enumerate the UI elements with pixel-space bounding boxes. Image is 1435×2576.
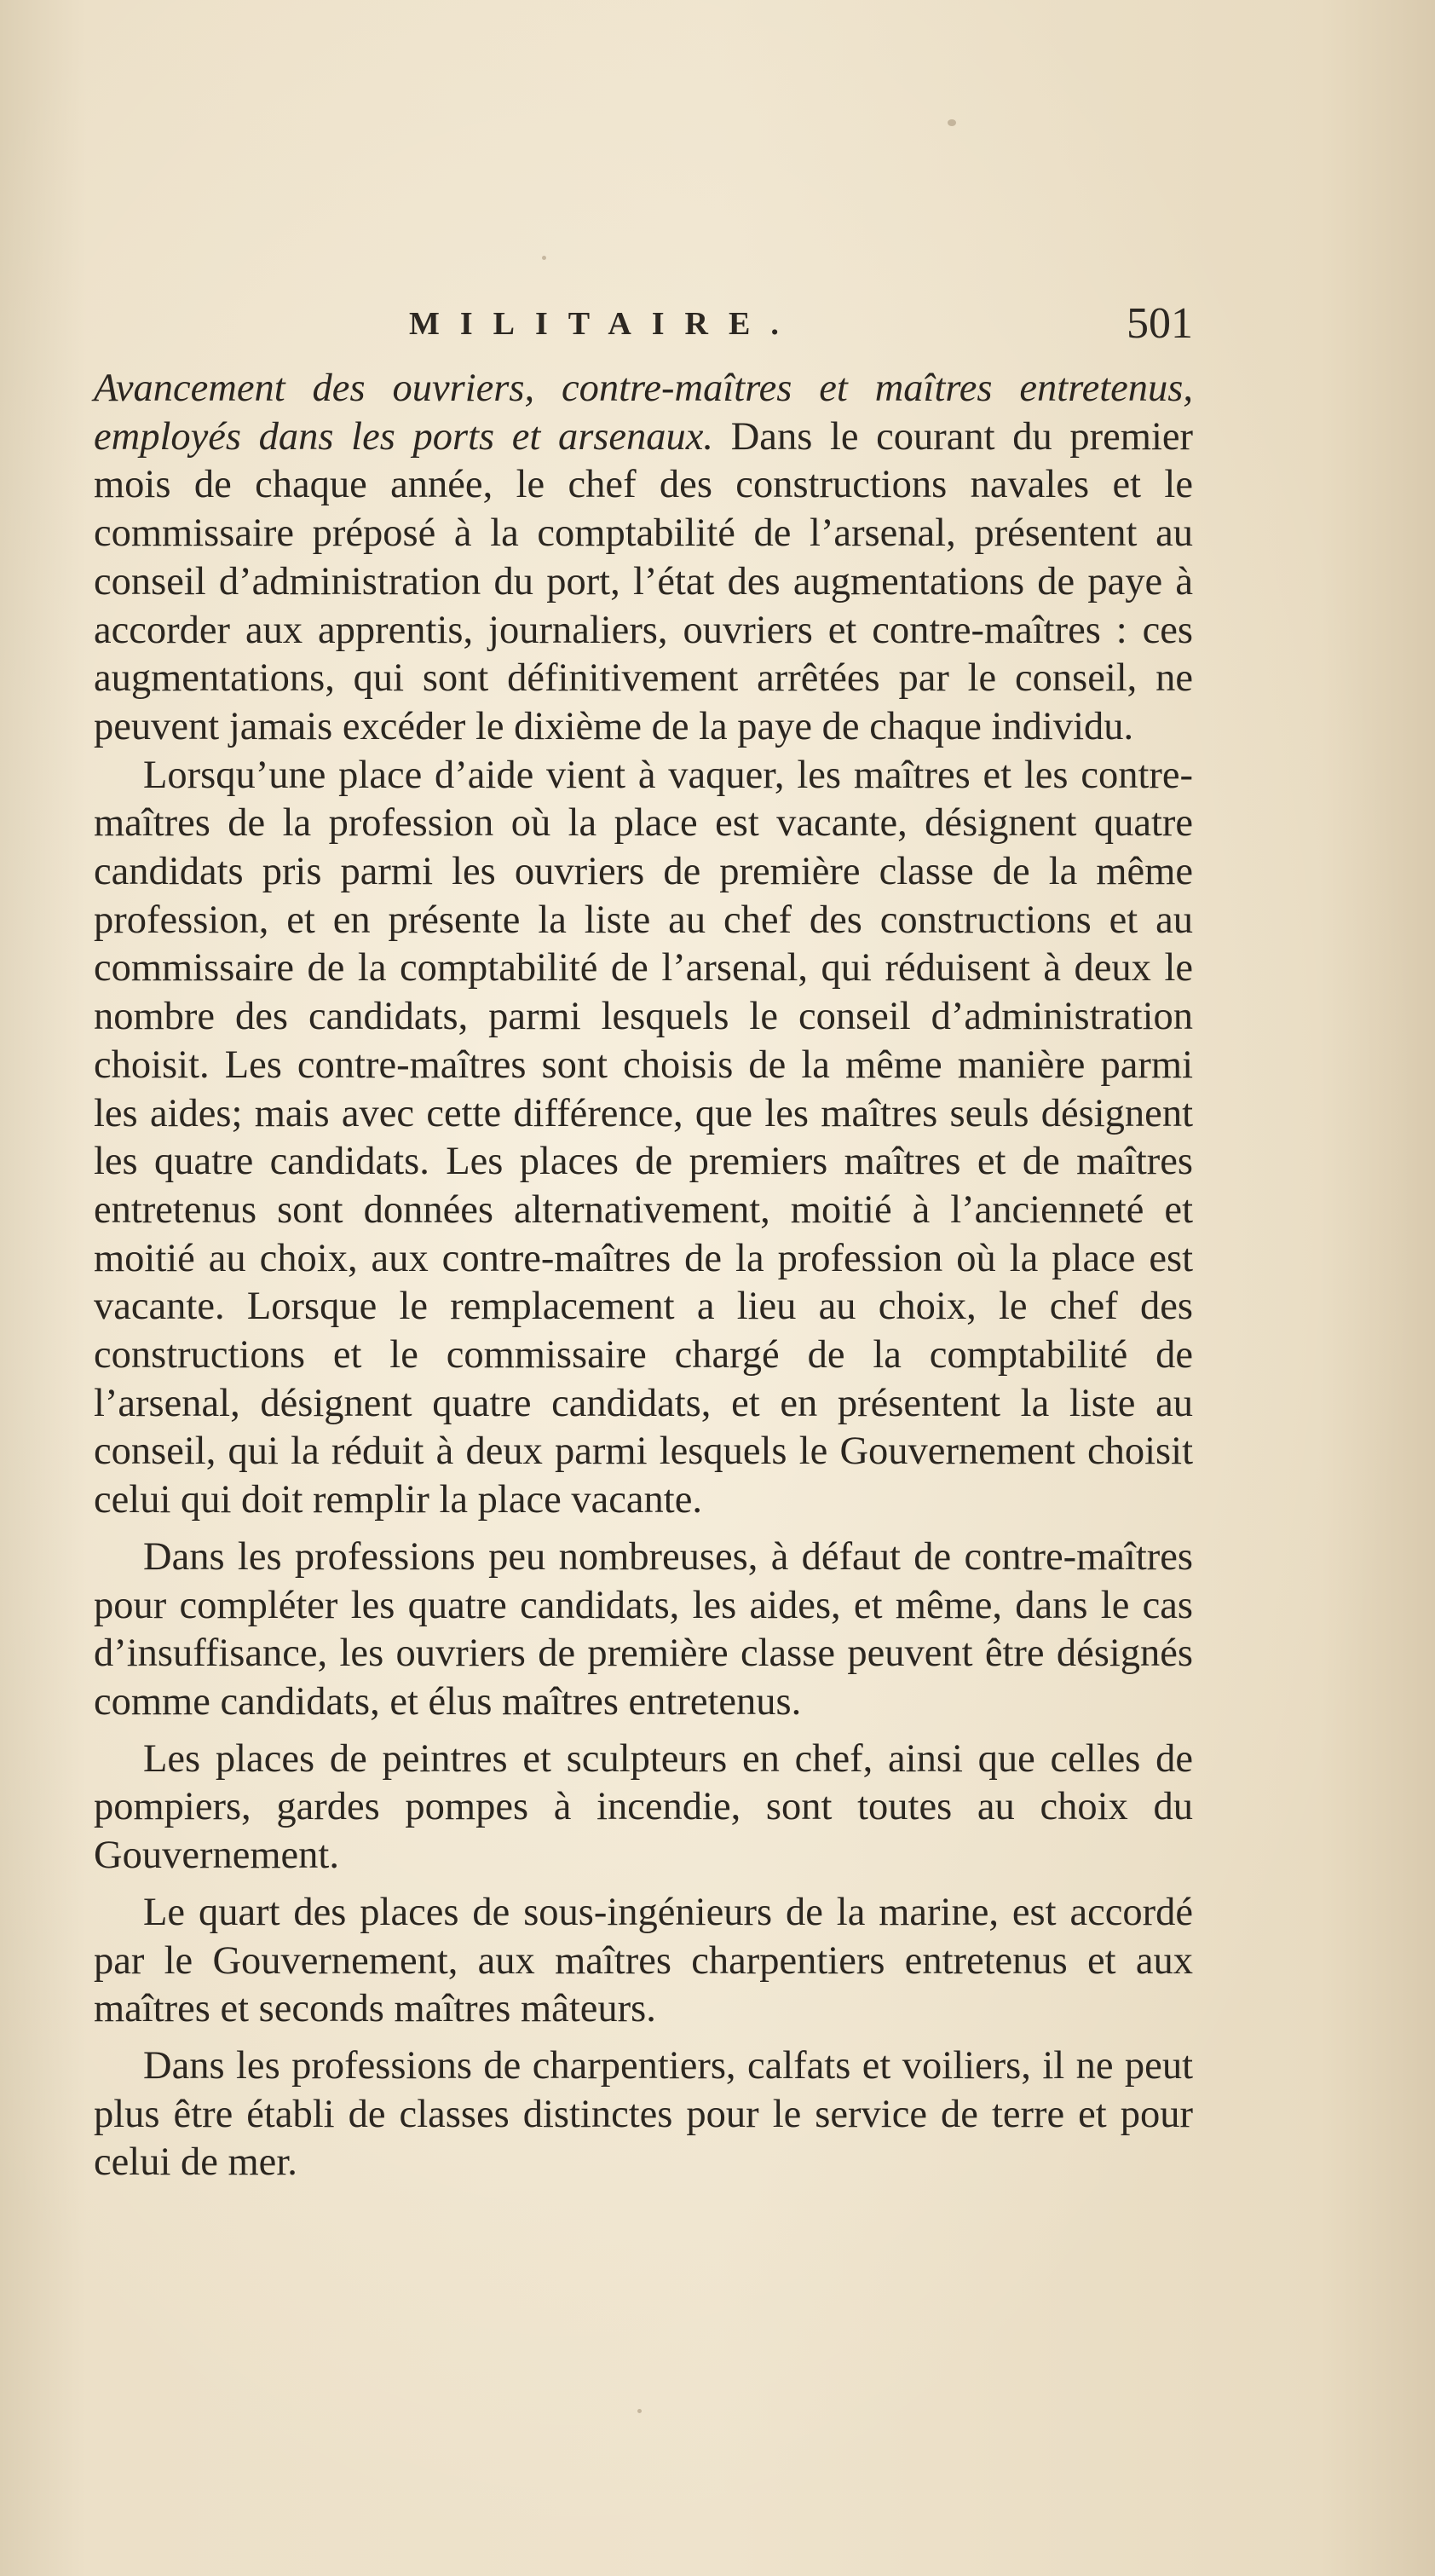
paragraph-text: Dans le courant du premier mois de chaque année, le chef des constructions navales et le commissaire préposé à la comptabilité de l’arsenal, présentent au conseil d’administration du port, l’état des augmentations de paye à accorder aux apprentis, journaliers, ouvriers et contre-maîtres : ces augmentations, qui sont définitivement arrêtées par le conseil, ne peuvent jamais excéder le dixième de la paye de chaque individu. (94, 414, 1193, 748)
body-text (94, 365, 1193, 2187)
paragraph-gap (94, 2034, 1193, 2042)
running-title: MILITAIRE. (409, 306, 799, 342)
paragraph-professions-peu-nombreuses: Dans les professions peu nombreuses, à défaut de contre-maîtres pour compléter les quatre candidats, les aides, et même, dans le cas d’insuffisance, les ouvriers de première classe peuvent être désignés comme candidats, et élus maîtres entretenus. (94, 1534, 1193, 1724)
paper-speck (542, 256, 546, 260)
paragraph-avancement (94, 365, 1193, 752)
paragraph-place-d-aide: Lorsqu’une place d’aide vient à vaquer, les maîtres et les contre-maîtres de la profession où la place est vacante, désignent quatre candidats pris parmi les ouvriers de première classe de la même profession, et en présente la liste au chef des constructions et au commissaire de la comptabilité de l’arsenal, qui réduisent à deux le nombre des candidats, parmi lesquels le conseil d’administration choisit. Les contre-maîtres sont choisis de la même manière parmi les aides; mais avec cette différence, que les maîtres seuls désignent les quatre candidats. Les places de premiers maîtres et de maîtres entretenus sont données alternativement, moitié à l’ancienneté et moitié au choix, aux contre-maîtres de la profession où la place est vacante. Lorsque le remplacement a lieu au choix, le chef des constructions et le commissaire chargé de la comptabilité de l’arsenal, désignent quatre candidats, et en présentent la liste au conseil, qui la réduit à deux parmi lesquels le Gouvernement choisit celui qui doit remplir la place vacante. (94, 753, 1193, 1522)
running-head (94, 299, 1193, 356)
page-number: 501 (1127, 299, 1193, 348)
paragraph-sous-ingenieurs: Le quart des places de sous-ingénieurs de la marine, est accordé par le Gouvernement, aux maîtres charpentiers entretenus et aux maîtres et seconds maîtres mâteurs. (94, 1890, 1193, 2031)
paragraph-gap (94, 1880, 1193, 1889)
paragraph-lead-in: Avancement des ouvriers, contre-maîtres et maîtres entretenus, employés dans les ports et arsenaux. (94, 367, 1193, 459)
paragraph-gap (94, 1727, 1193, 1736)
paragraph-peintres-sculpteurs: Les places de peintres et sculpteurs en chef, ainsi que celles de pompiers, gardes pompes à incendie, sont toutes au choix du Gouvernement. (94, 1736, 1193, 1878)
paper-speck (637, 2409, 642, 2413)
paragraph-gap (94, 1525, 1193, 1533)
paragraph-charpentiers-calfats: Dans les professions de charpentiers, calfats et voiliers, il ne peut plus être établi de classes distinctes pour le service de terre et pour celui de mer. (94, 2043, 1193, 2185)
paper-speck (948, 119, 956, 126)
